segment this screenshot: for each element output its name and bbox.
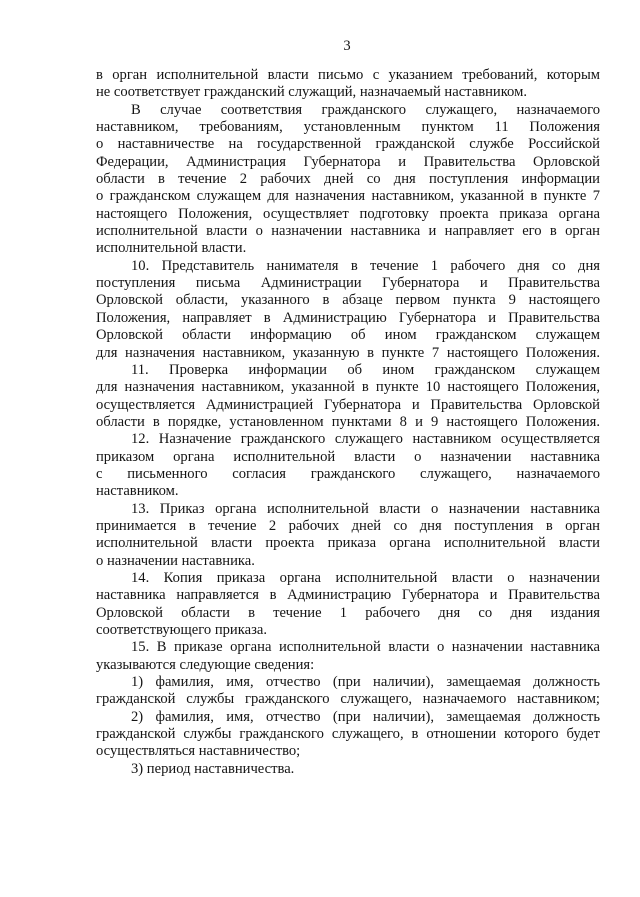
text-line: в орган исполнительной власти письмо с указанием требований, которым	[96, 67, 600, 83]
paragraph	[96, 570, 600, 639]
text-line: 15. В приказе органа исполнительной власти о назначении наставника	[131, 639, 600, 656]
text-line: исполнительной власти проекта приказа органа исполнительной власти	[96, 535, 600, 552]
text-line: о назначении наставника.	[96, 552, 255, 569]
text-line: области в порядке, установленном пунктами 8 и 9 настоящего Положения.	[96, 413, 600, 430]
text-line: 12. Назначение гражданского служащего наставником осуществляется	[131, 431, 600, 448]
text-line: Орловской области в течение 1 рабочего дня со дня издания	[96, 604, 600, 621]
text-line: осуществляться наставничество;	[96, 743, 301, 760]
paragraph	[96, 639, 600, 674]
text-line: приказом органа исполнительной власти о назначении наставника	[96, 448, 600, 465]
list-item	[96, 709, 600, 761]
text-line: Положения, направляет в Администрацию Губернатора и Правительства	[96, 309, 600, 326]
text-line: настоящего Положения, осуществляет подготовку проекта приказа органа	[96, 205, 600, 222]
list-item	[96, 761, 600, 778]
page-number: 3	[343, 38, 351, 54]
text-line: области в течение 2 рабочих дней со дня поступления информации	[96, 171, 600, 188]
text-line: 11. Проверка информации об ином гражданском служащем	[131, 361, 600, 378]
text-line: для назначения наставником, указанной в пункте 10 настоящего Положения,	[96, 379, 600, 396]
text-line: 2) фамилия, имя, отчество (при наличии), замещаемая должность	[131, 708, 600, 725]
text-line: Орловской области информацию об ином гражданском служащем	[96, 327, 600, 344]
text-line: 3) период наставничества.	[131, 760, 295, 777]
text-line: 13. Приказ органа исполнительной власти о назначении наставника	[131, 500, 600, 517]
text-line: с письменного согласия гражданского служащего, назначаемого	[96, 465, 600, 482]
paragraph	[96, 431, 600, 500]
text-line: о наставничестве на государственной гражданской службе Российской	[96, 136, 600, 153]
text-line: для назначения наставником, указанную в пункте 7 настоящего Положения.	[96, 344, 600, 361]
text-line: указываются следующие сведения:	[96, 656, 315, 673]
text-line: 14. Копия приказа органа исполнительной власти о назначении	[131, 569, 600, 586]
paragraph	[96, 67, 600, 102]
text-line: гражданской службы гражданского служащего, в отношении которого будет	[96, 726, 600, 743]
text-line: поступления письма Администрации Губернатора и Правительства	[96, 275, 600, 292]
text-line: о гражданском служащем для назначения наставником, указанной в пункте 7	[96, 188, 600, 205]
list-item	[96, 674, 600, 709]
text-line: Федерации, Администрация Губернатора и Правительства Орловской	[96, 153, 600, 170]
paragraph	[96, 501, 600, 570]
text-line: принимается в течение 2 рабочих дней со дня поступления в орган	[96, 517, 600, 534]
paragraph	[96, 102, 600, 258]
text-line: 1) фамилия, имя, отчество (при наличии), замещаемая должность	[131, 674, 600, 691]
text-line: осуществляется Администрацией Губернатора и Правительства Орловской	[96, 396, 600, 413]
paragraph	[96, 362, 600, 431]
text-line: наставника направляется в Администрацию Губернатора и Правительства	[96, 587, 600, 604]
document-body	[96, 67, 600, 778]
text-line: В случае соответствия гражданского служащего, назначаемого	[131, 101, 600, 118]
paragraph	[96, 258, 600, 362]
text-line: не соответствует гражданский служащий, назначаемый наставником.	[96, 84, 527, 101]
text-line: наставником.	[96, 483, 179, 500]
text-line: наставником, требованиям, установленным пунктом 11 Положения	[96, 119, 600, 136]
text-line: исполнительной власти о назначении наставника и направляет его в орган	[96, 223, 600, 240]
text-line: исполнительной власти.	[96, 240, 247, 257]
text-line: соответствующего приказа.	[96, 622, 267, 638]
text-line: гражданской службы гражданского служащего, назначаемого наставником;	[96, 691, 600, 708]
text-line: Орловской области, указанного в абзаце первом пункта 9 настоящего	[96, 292, 600, 309]
text-line: 10. Представитель нанимателя в течение 1 рабочего дня со дня	[131, 257, 600, 274]
